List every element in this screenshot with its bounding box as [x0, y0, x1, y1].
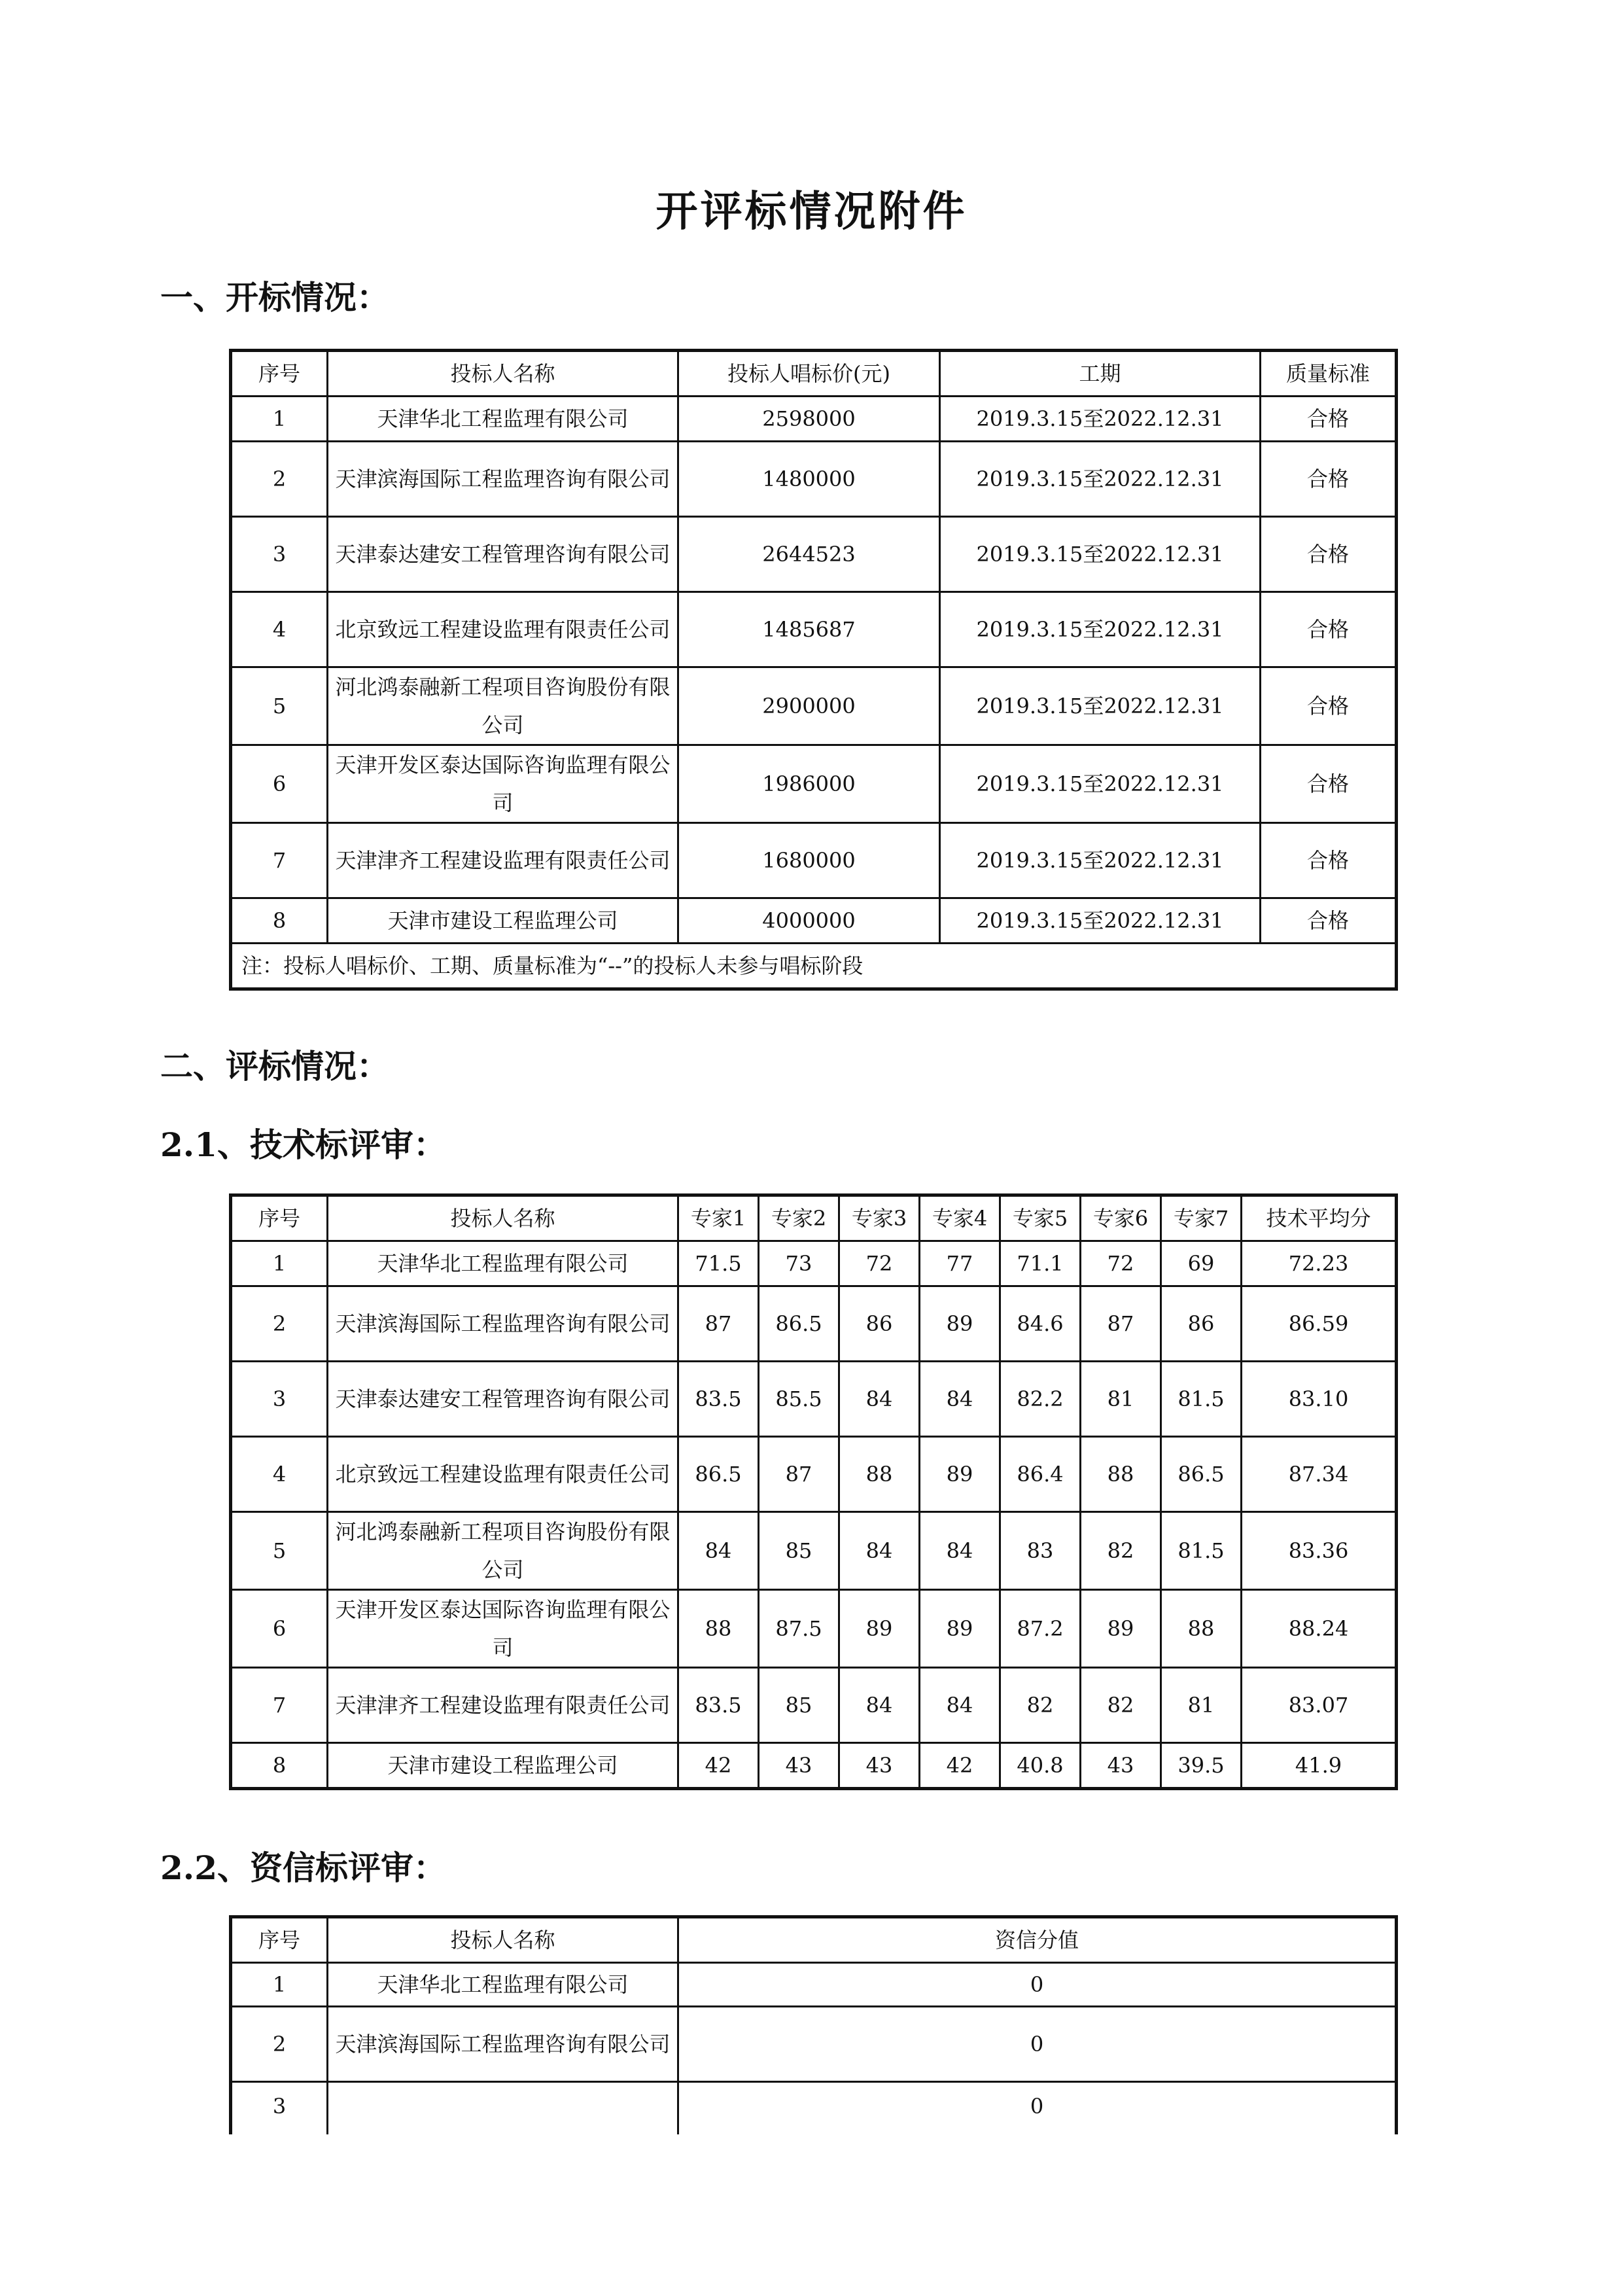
expert-score: 72	[1081, 1241, 1161, 1286]
row-number: 5	[231, 1512, 328, 1590]
bid-price: 1680000	[678, 823, 940, 898]
expert-score: 43	[759, 1743, 839, 1789]
header-cell: 序号	[231, 1195, 328, 1241]
credit-score: 0	[678, 2082, 1397, 2134]
bidder-name: 天津滨海国际工程监理咨询有限公司	[328, 1286, 678, 1362]
table-row	[231, 2007, 1397, 2082]
bidder-name: 天津华北工程监理有限公司	[328, 397, 678, 442]
bidder-name: 天津华北工程监理有限公司	[328, 1963, 678, 2007]
bidder-name: 天津泰达建安工程管理咨询有限公司	[328, 517, 678, 592]
credit-score: 0	[678, 1963, 1397, 2007]
bid-price: 2900000	[678, 667, 940, 745]
tech-average: 41.9	[1242, 1743, 1397, 1789]
header-cell: 投标人名称	[328, 1195, 678, 1241]
table-row	[231, 1241, 1397, 1286]
expert-score: 43	[839, 1743, 920, 1789]
period: 2019.3.15至2022.12.31	[940, 745, 1261, 823]
table-note: 注：投标人唱标价、工期、质量标准为“--”的投标人未参与唱标阶段	[231, 944, 1397, 989]
quality: 合格	[1261, 667, 1397, 745]
row-number: 1	[231, 1963, 328, 2007]
bidder-name: 天津市建设工程监理公司	[328, 1743, 678, 1789]
row-number: 1	[231, 1241, 328, 1286]
expert-score: 84	[839, 1512, 920, 1590]
table-row	[231, 1743, 1397, 1789]
table-row	[231, 1437, 1397, 1512]
table-row	[231, 1590, 1397, 1668]
tech-review-table	[229, 1193, 1398, 1790]
expert-score: 69	[1161, 1241, 1242, 1286]
table-row	[231, 823, 1397, 898]
expert-score: 83.5	[678, 1668, 759, 1743]
bid-price: 4000000	[678, 898, 940, 944]
expert-score: 84	[678, 1512, 759, 1590]
table-header-row	[231, 351, 1397, 397]
expert-score: 84	[839, 1668, 920, 1743]
row-number: 8	[231, 898, 328, 944]
row-number: 4	[231, 1437, 328, 1512]
row-number: 3	[231, 2082, 328, 2134]
expert-score: 81.5	[1161, 1362, 1242, 1437]
credit-review-table	[229, 1915, 1398, 2134]
expert-score: 84	[920, 1668, 1000, 1743]
expert-score: 42	[678, 1743, 759, 1789]
row-number: 6	[231, 745, 328, 823]
table-row	[231, 898, 1397, 944]
expert-score: 71.1	[1000, 1241, 1081, 1286]
quality: 合格	[1261, 442, 1397, 517]
bidder-name: 天津华北工程监理有限公司	[328, 1241, 678, 1286]
expert-score: 87	[759, 1437, 839, 1512]
expert-score: 43	[1081, 1743, 1161, 1789]
bidder-name: 天津泰达建安工程管理咨询有限公司	[328, 1362, 678, 1437]
expert-score: 89	[920, 1437, 1000, 1512]
row-number: 2	[231, 442, 328, 517]
bidder-name: 北京致远工程建设监理有限责任公司	[328, 1437, 678, 1512]
expert-score: 73	[759, 1241, 839, 1286]
tech-average: 86.59	[1242, 1286, 1397, 1362]
expert-score: 87.2	[1000, 1590, 1081, 1668]
expert-score: 86.5	[678, 1437, 759, 1512]
period: 2019.3.15至2022.12.31	[940, 592, 1261, 667]
bid-price: 1986000	[678, 745, 940, 823]
row-number: 6	[231, 1590, 328, 1668]
expert-score: 87.5	[759, 1590, 839, 1668]
expert-score: 84.6	[1000, 1286, 1081, 1362]
credit-review-heading: 2.2、资信标评审：	[160, 1848, 446, 1887]
expert-score: 82	[1081, 1512, 1161, 1590]
expert-score: 89	[920, 1590, 1000, 1668]
expert-score: 82	[1081, 1668, 1161, 1743]
table-row	[231, 2082, 1397, 2134]
period: 2019.3.15至2022.12.31	[940, 898, 1261, 944]
bidder-name: 天津滨海国际工程监理咨询有限公司	[328, 442, 678, 517]
expert-score: 81	[1081, 1362, 1161, 1437]
table-row	[231, 1286, 1397, 1362]
table-row	[231, 1362, 1397, 1437]
table-row	[231, 442, 1397, 517]
row-number: 2	[231, 2007, 328, 2082]
row-number: 3	[231, 517, 328, 592]
expert-score: 85	[759, 1668, 839, 1743]
section2-heading: 二、评标情况：	[160, 1047, 389, 1086]
row-number: 8	[231, 1743, 328, 1789]
table-row	[231, 1512, 1397, 1590]
expert-score: 88	[839, 1437, 920, 1512]
table-row	[231, 517, 1397, 592]
page-title: 开评标情况附件	[655, 187, 968, 236]
section1-heading: 一、开标情况：	[160, 278, 389, 317]
expert-score: 83	[1000, 1512, 1081, 1590]
expert-score: 87	[1081, 1286, 1161, 1362]
quality: 合格	[1261, 397, 1397, 442]
bidder-name: 天津开发区泰达国际咨询监理有限公司	[328, 1590, 678, 1668]
header-cell: 专家4	[920, 1195, 1000, 1241]
expert-score: 81.5	[1161, 1512, 1242, 1590]
expert-score: 85	[759, 1512, 839, 1590]
table-row	[231, 592, 1397, 667]
expert-score: 85.5	[759, 1362, 839, 1437]
bidder-name: 天津开发区泰达国际咨询监理有限公司	[328, 745, 678, 823]
bid-opening-table	[229, 349, 1398, 991]
expert-score: 40.8	[1000, 1743, 1081, 1789]
table-note-row	[231, 944, 1397, 989]
bidder-name: 天津市建设工程监理公司	[328, 898, 678, 944]
bidder-name: 天津滨海国际工程监理咨询有限公司	[328, 2007, 678, 2082]
header-cell: 技术平均分	[1242, 1195, 1397, 1241]
header-cell: 专家1	[678, 1195, 759, 1241]
header-cell: 专家5	[1000, 1195, 1081, 1241]
table-row	[231, 1963, 1397, 2007]
tech-average: 72.23	[1242, 1241, 1397, 1286]
header-cell: 专家3	[839, 1195, 920, 1241]
bidder-name: 天津津齐工程建设监理有限责任公司	[328, 823, 678, 898]
expert-score: 84	[920, 1512, 1000, 1590]
bid-price: 2598000	[678, 397, 940, 442]
header-cell: 投标人名称	[328, 351, 678, 397]
bidder-name: 河北鸿泰融新工程项目咨询股份有限公司	[328, 667, 678, 745]
row-number: 4	[231, 592, 328, 667]
header-cell: 投标人唱标价(元)	[678, 351, 940, 397]
quality: 合格	[1261, 898, 1397, 944]
expert-score: 81	[1161, 1668, 1242, 1743]
table-row	[231, 667, 1397, 745]
row-number: 3	[231, 1362, 328, 1437]
table-row	[231, 1668, 1397, 1743]
period: 2019.3.15至2022.12.31	[940, 517, 1261, 592]
header-cell: 专家7	[1161, 1195, 1242, 1241]
quality: 合格	[1261, 517, 1397, 592]
expert-score: 39.5	[1161, 1743, 1242, 1789]
bid-price: 2644523	[678, 517, 940, 592]
expert-score: 77	[920, 1241, 1000, 1286]
table-header-row	[231, 1917, 1397, 1963]
period: 2019.3.15至2022.12.31	[940, 823, 1261, 898]
quality: 合格	[1261, 823, 1397, 898]
bidder-name: 北京致远工程建设监理有限责任公司	[328, 592, 678, 667]
expert-score: 86.4	[1000, 1437, 1081, 1512]
table-row	[231, 745, 1397, 823]
expert-score: 84	[839, 1362, 920, 1437]
header-cell: 专家2	[759, 1195, 839, 1241]
bidder-name: 河北鸿泰融新工程项目咨询股份有限公司	[328, 1512, 678, 1590]
row-number: 7	[231, 1668, 328, 1743]
period: 2019.3.15至2022.12.31	[940, 397, 1261, 442]
header-cell: 工期	[940, 351, 1261, 397]
row-number: 1	[231, 397, 328, 442]
expert-score: 89	[839, 1590, 920, 1668]
expert-score: 84	[920, 1362, 1000, 1437]
row-number: 5	[231, 667, 328, 745]
bid-price: 1485687	[678, 592, 940, 667]
expert-score: 88	[1081, 1437, 1161, 1512]
expert-score: 82.2	[1000, 1362, 1081, 1437]
expert-score: 87	[678, 1286, 759, 1362]
expert-score: 71.5	[678, 1241, 759, 1286]
period: 2019.3.15至2022.12.31	[940, 442, 1261, 517]
expert-score: 86	[839, 1286, 920, 1362]
header-cell: 序号	[231, 351, 328, 397]
row-number: 2	[231, 1286, 328, 1362]
tech-average: 88.24	[1242, 1590, 1397, 1668]
expert-score: 89	[1081, 1590, 1161, 1668]
expert-score: 83.5	[678, 1362, 759, 1437]
table-header-row	[231, 1195, 1397, 1241]
row-number: 7	[231, 823, 328, 898]
header-cell: 投标人名称	[328, 1917, 678, 1963]
tech-review-heading: 2.1、技术标评审：	[160, 1125, 446, 1164]
header-cell: 专家6	[1081, 1195, 1161, 1241]
bidder-name: 天津津齐工程建设监理有限责任公司	[328, 1668, 678, 1743]
expert-score: 88	[1161, 1590, 1242, 1668]
expert-score: 72	[839, 1241, 920, 1286]
tech-average: 83.36	[1242, 1512, 1397, 1590]
expert-score: 89	[920, 1286, 1000, 1362]
expert-score: 42	[920, 1743, 1000, 1789]
quality: 合格	[1261, 592, 1397, 667]
bid-price: 1480000	[678, 442, 940, 517]
table-row	[231, 397, 1397, 442]
header-cell: 质量标准	[1261, 351, 1397, 397]
expert-score: 82	[1000, 1668, 1081, 1743]
expert-score: 88	[678, 1590, 759, 1668]
tech-average: 83.07	[1242, 1668, 1397, 1743]
quality: 合格	[1261, 745, 1397, 823]
bidder-name	[328, 2082, 678, 2134]
credit-score: 0	[678, 2007, 1397, 2082]
tech-average: 87.34	[1242, 1437, 1397, 1512]
period: 2019.3.15至2022.12.31	[940, 667, 1261, 745]
expert-score: 86.5	[1161, 1437, 1242, 1512]
tech-average: 83.10	[1242, 1362, 1397, 1437]
header-cell: 资信分值	[678, 1917, 1397, 1963]
header-cell: 序号	[231, 1917, 328, 1963]
expert-score: 86	[1161, 1286, 1242, 1362]
expert-score: 86.5	[759, 1286, 839, 1362]
